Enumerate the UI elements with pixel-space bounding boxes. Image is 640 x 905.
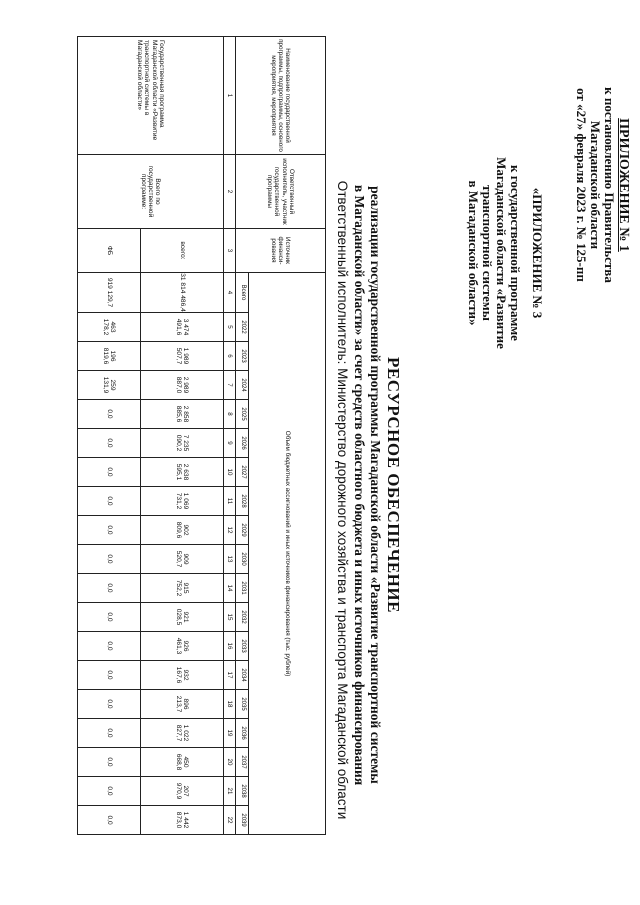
year-amount-cell: 1 442 873,0 <box>141 806 224 835</box>
appendix-3-title: «ПРИЛОЖЕНИЕ № 3 <box>530 187 545 319</box>
year-amount-cell: 932 167,6 <box>141 661 224 690</box>
column-number-cell: 20 <box>224 748 236 777</box>
year-amount-cell: 2 989 887,0 <box>141 371 224 400</box>
column-number-cell: 21 <box>224 777 236 806</box>
appendix-3-line3: Магаданской области «Развитие <box>494 157 509 349</box>
funding-source-cell: всего: <box>141 229 224 273</box>
responsible-executor: Ответственный исполнитель: Министерство дорожного хозяйства и транспорта Магаданской области <box>335 180 350 820</box>
year-amount-cell: 915 752,2 <box>141 574 224 603</box>
col-header-executor: Ответственный исполнитель, участник государственной программы <box>236 155 326 229</box>
column-number-cell: 6 <box>224 342 236 371</box>
year-amount-cell: 896 213,7 <box>141 690 224 719</box>
year-amount-cell: 0,0 <box>78 458 141 487</box>
year-amount-cell: 909 520,7 <box>141 545 224 574</box>
total-amount-cell: 919 129,7 <box>78 273 141 313</box>
column-number-cell: 14 <box>224 574 236 603</box>
year-header-cell: 2023 <box>236 342 249 371</box>
year-amount-cell: 463 178,2 <box>78 313 141 342</box>
year-amount-cell: 0,0 <box>78 574 141 603</box>
year-amount-cell: 0,0 <box>78 690 141 719</box>
col-header-total: Всего <box>236 273 249 313</box>
year-header-cell: 2034 <box>236 661 249 690</box>
year-amount-cell: 921 028,5 <box>141 603 224 632</box>
year-amount-cell: 2 638 595,1 <box>141 458 224 487</box>
year-amount-cell: 0,0 <box>78 777 141 806</box>
year-amount-cell: 0,0 <box>78 487 141 516</box>
appendix-1-line2: к постановлению Правительства <box>602 87 617 283</box>
appendix-1-header <box>574 60 630 310</box>
year-header-cell: 2038 <box>236 777 249 806</box>
column-number-cell: 5 <box>224 313 236 342</box>
title-line-2: реализации государственной программы Магаданской области «Развитие транспортной системы <box>368 186 383 784</box>
year-amount-cell: 0,0 <box>78 806 141 835</box>
year-amount-cell: 1 069 731,2 <box>141 487 224 516</box>
appendix-1-title: ПРИЛОЖЕНИЕ № 1 <box>616 118 631 252</box>
year-header-cell: 2027 <box>236 458 249 487</box>
year-amount-cell: 450 668,8 <box>141 748 224 777</box>
column-number-cell: 8 <box>224 400 236 429</box>
year-amount-cell: 0,0 <box>78 632 141 661</box>
column-number-cell: 19 <box>224 719 236 748</box>
program-executor-cell: Всего по государственной программе: <box>78 155 224 229</box>
column-number-cell: 13 <box>224 545 236 574</box>
year-header-cell: 2039 <box>236 806 249 835</box>
column-number-cell: 17 <box>224 661 236 690</box>
year-header-cell: 2031 <box>236 574 249 603</box>
document-title <box>351 160 403 810</box>
year-amount-cell: 0,0 <box>78 516 141 545</box>
appendix-1-line4: от «27» февраля 2023 г. № 125-пп <box>574 88 589 282</box>
appendix-3-header <box>466 118 544 388</box>
year-amount-cell: 1 989 507,7 <box>141 342 224 371</box>
year-amount-cell: 196 819,6 <box>78 342 141 371</box>
title-line-3: в Магаданской области» за счет средств областного бюджета и иных источников финансирования <box>352 184 367 786</box>
column-number-cell: 15 <box>224 603 236 632</box>
column-number-cell: 11 <box>224 487 236 516</box>
col-header-amount: Объем бюджетных ассигнований и иных источников финансирования (тыс. рублей) <box>249 273 326 835</box>
year-header-cell: 2026 <box>236 429 249 458</box>
year-header-cell: 2032 <box>236 603 249 632</box>
resource-table <box>77 36 326 835</box>
appendix-1-line3: Магаданской области <box>588 120 603 250</box>
year-amount-cell: 7 235 090,2 <box>141 429 224 458</box>
column-number-cell: 2 <box>224 155 236 229</box>
col-header-source: Источник финанси-рования <box>236 229 326 273</box>
year-header-cell: 2033 <box>236 632 249 661</box>
column-number-cell: 1 <box>224 37 236 155</box>
column-number-cell: 10 <box>224 458 236 487</box>
year-header-cell: 2037 <box>236 748 249 777</box>
year-amount-cell: 207 970,9 <box>141 777 224 806</box>
total-amount-cell: 31 814 486,4 <box>141 273 224 313</box>
program-name-cell: Государственная программа Магаданской области «Развитие транспортной системы в Магаданской области» <box>78 37 224 155</box>
year-header-cell: 2028 <box>236 487 249 516</box>
year-amount-cell: 0,0 <box>78 748 141 777</box>
year-amount-cell: 2 858 885,6 <box>141 400 224 429</box>
year-amount-cell: 3 474 491,6 <box>141 313 224 342</box>
year-header-cell: 2036 <box>236 719 249 748</box>
year-amount-cell: 0,0 <box>78 661 141 690</box>
column-number-cell: 18 <box>224 690 236 719</box>
funding-source-cell: ФБ <box>78 229 141 273</box>
year-header-cell: 2025 <box>236 400 249 429</box>
year-header-cell: 2035 <box>236 690 249 719</box>
appendix-3-line2: к государственной программе <box>508 165 523 341</box>
title-line-1: РЕСУРСНОЕ ОБЕСПЕЧЕНИЕ <box>384 357 403 613</box>
column-number-cell: 12 <box>224 516 236 545</box>
appendix-3-line4: транспортной системы <box>480 185 495 321</box>
column-number-cell: 7 <box>224 371 236 400</box>
year-amount-cell: 0,0 <box>78 400 141 429</box>
column-number-cell: 4 <box>224 273 236 313</box>
appendix-3-line5: в Магаданской области» <box>466 180 481 326</box>
year-header-cell: 2022 <box>236 313 249 342</box>
year-amount-cell: 0,0 <box>78 603 141 632</box>
column-number-cell: 9 <box>224 429 236 458</box>
column-number-cell: 16 <box>224 632 236 661</box>
year-amount-cell: 259 131,9 <box>78 371 141 400</box>
year-header-cell: 2030 <box>236 545 249 574</box>
year-amount-cell: 926 461,3 <box>141 632 224 661</box>
column-number-cell: 22 <box>224 806 236 835</box>
year-amount-cell: 1 022 827,7 <box>141 719 224 748</box>
year-amount-cell: 902 809,6 <box>141 516 224 545</box>
column-number-cell: 3 <box>224 229 236 273</box>
col-header-program-name: Наименование государственной программы, подпрограммы, основного мероприятия, мероприятия <box>236 37 326 155</box>
year-amount-cell: 0,0 <box>78 545 141 574</box>
year-header-cell: 2024 <box>236 371 249 400</box>
year-header-cell: 2029 <box>236 516 249 545</box>
year-amount-cell: 0,0 <box>78 719 141 748</box>
year-amount-cell: 0,0 <box>78 429 141 458</box>
